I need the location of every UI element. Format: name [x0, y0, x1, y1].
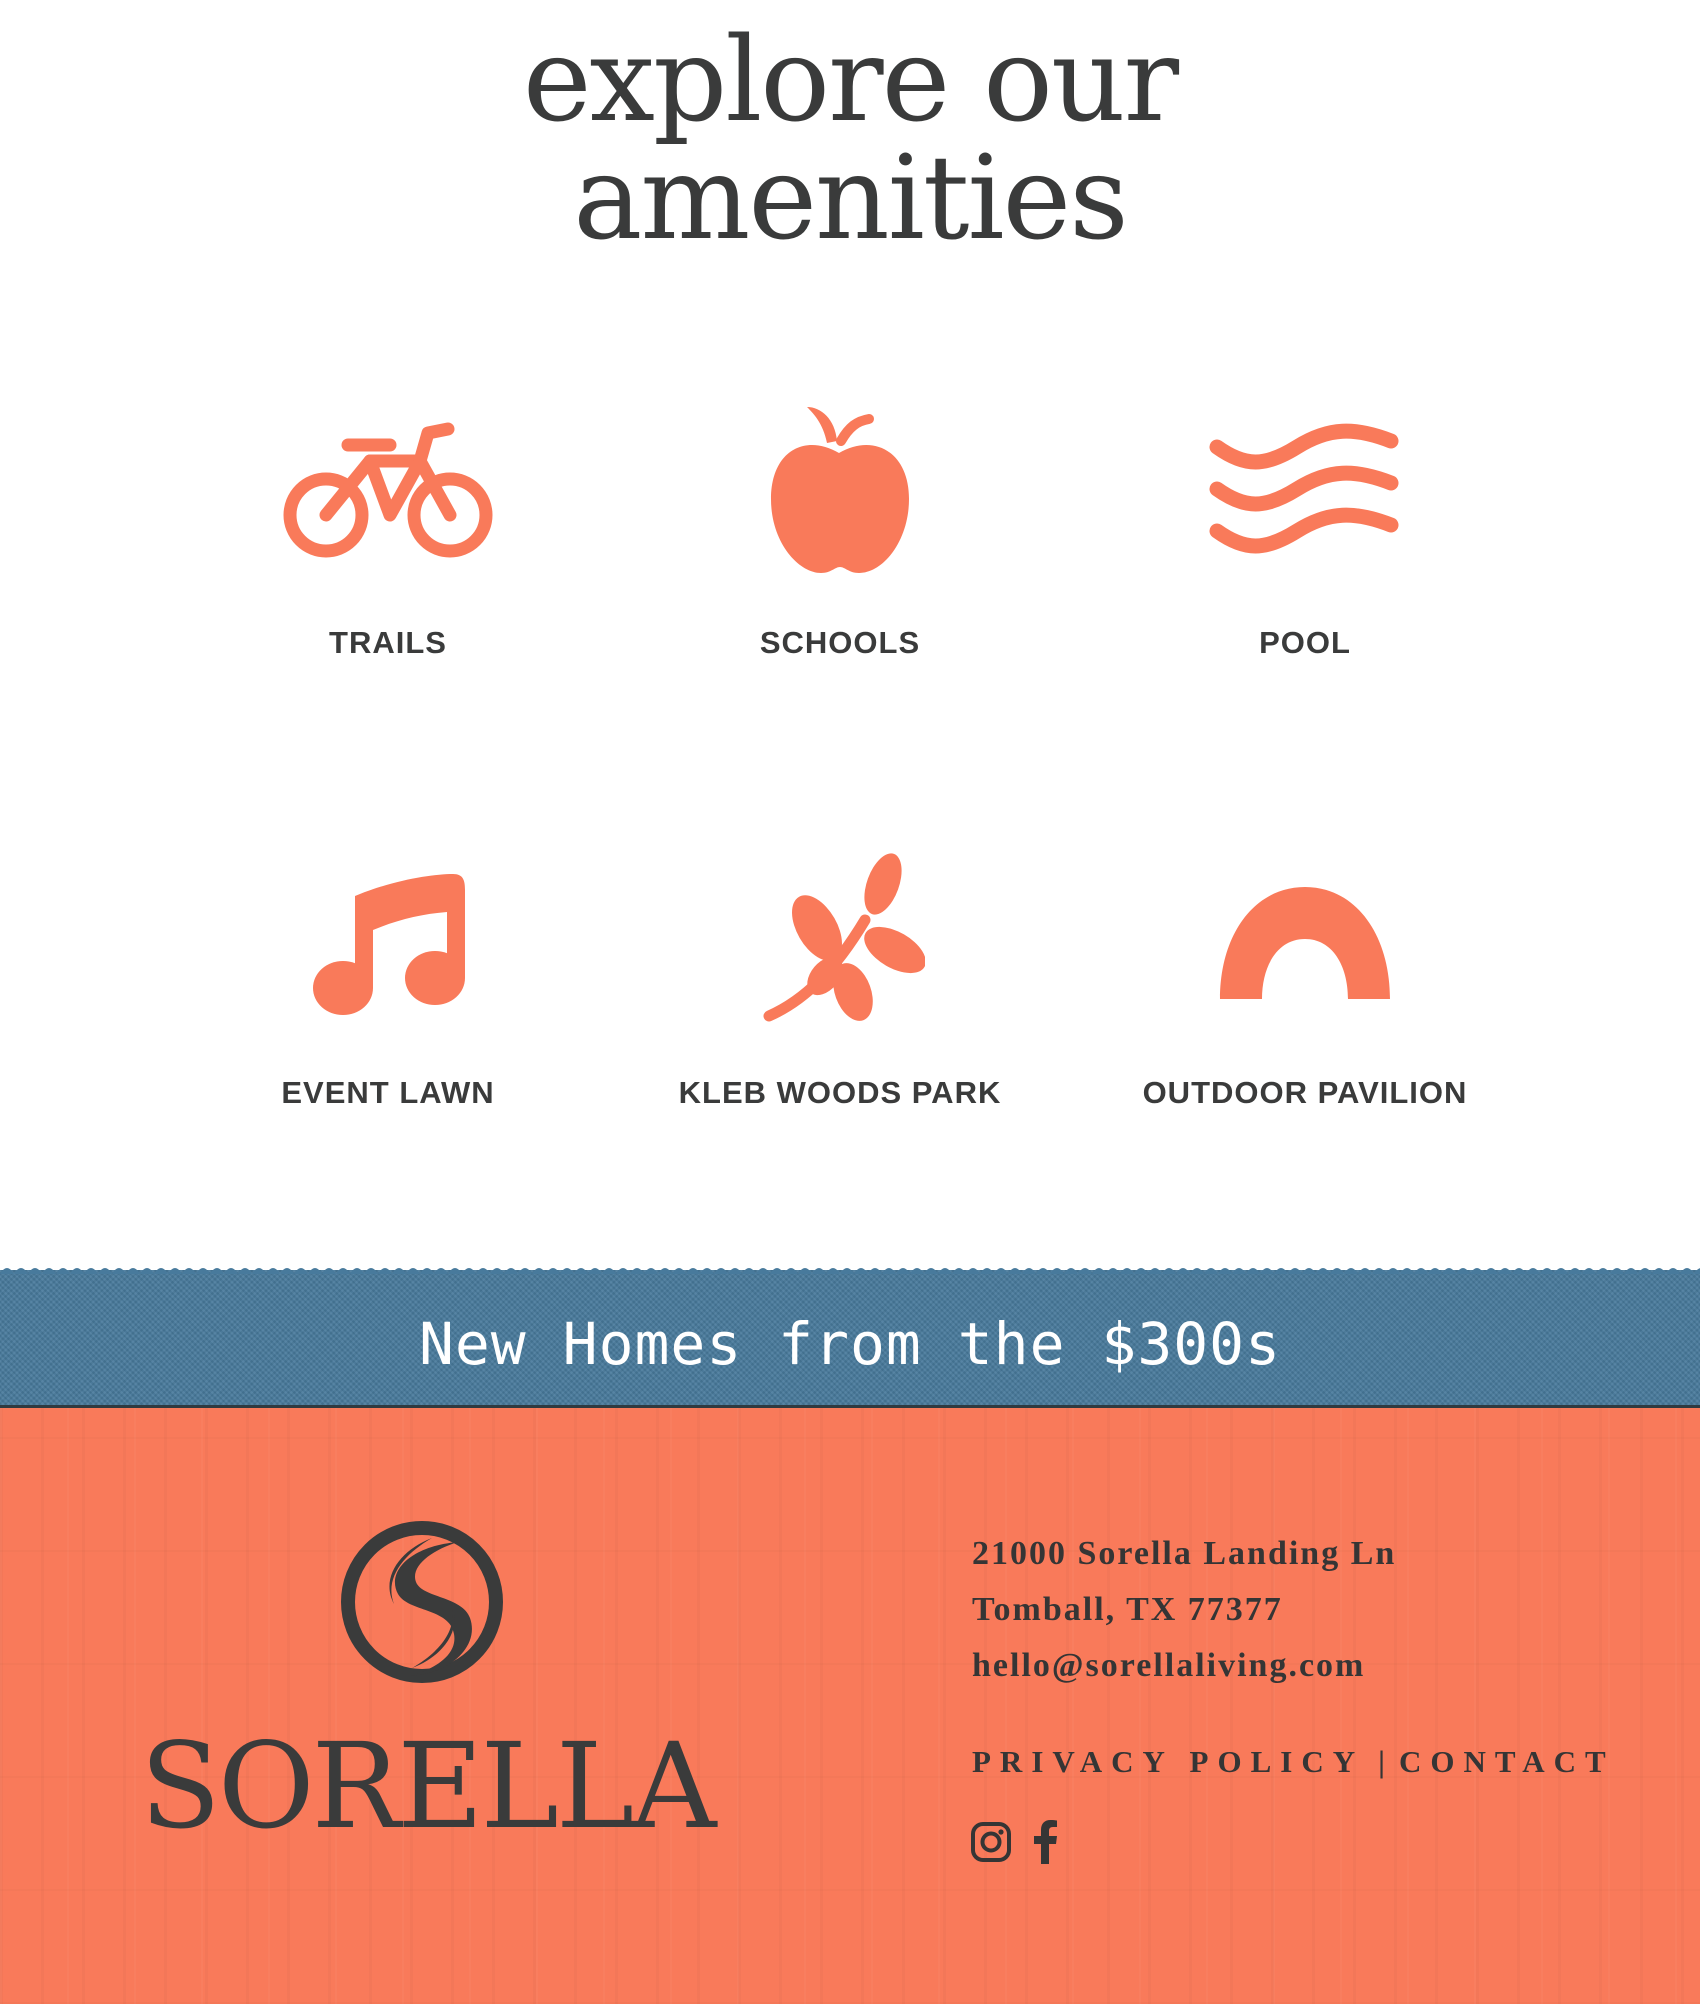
- amenity-pool: [1095, 385, 1515, 715]
- amenity-outdoor-pavilion: [1095, 835, 1515, 1165]
- social-links: [970, 1820, 1058, 1869]
- sorella-logo-icon[interactable]: [340, 1520, 504, 1689]
- amenity-label: OUTDOOR PAVILION: [1142, 1075, 1468, 1110]
- promo-text: New Homes from the $300s: [418, 1310, 1282, 1378]
- amenity-trails: [178, 385, 598, 715]
- amenity-label: TRAILS: [329, 625, 447, 660]
- wave-edge: [0, 1262, 1700, 1274]
- address-line1: 21000 Sorella Landing Ln: [972, 1535, 1397, 1572]
- amenity-event-lawn: [178, 835, 598, 1165]
- instagram-icon[interactable]: [970, 1821, 1012, 1868]
- amenity-label: SCHOOLS: [759, 625, 921, 660]
- link-separator: |: [1378, 1744, 1385, 1779]
- leaf-branch-icon: [630, 835, 1050, 1045]
- amenity-label: KLEB WOODS PARK: [678, 1075, 1002, 1110]
- amenity-kleb-woods-park: [630, 835, 1050, 1165]
- amenity-label: POOL: [1259, 625, 1351, 660]
- contact-link[interactable]: CONTACT: [1398, 1744, 1615, 1779]
- bicycle-icon: [178, 385, 598, 595]
- page-title-line1: explore our: [522, 13, 1178, 148]
- apple-icon: [630, 385, 1050, 595]
- promo-band: [0, 1270, 1700, 1408]
- brand-wordmark: SORELLA: [140, 1717, 714, 1855]
- contact-info: [972, 1526, 1396, 1694]
- footer: [0, 1408, 1700, 2004]
- waves-icon: [1095, 385, 1515, 595]
- email-link[interactable]: hello@sorellaliving.com: [972, 1647, 1366, 1684]
- amenity-schools: [630, 385, 1050, 715]
- page-title: [0, 13, 1700, 266]
- page-title-line2: amenities: [573, 131, 1127, 266]
- amenity-label: EVENT LAWN: [281, 1075, 495, 1110]
- music-note-icon: [178, 835, 598, 1045]
- address-line2: Tomball, TX 77377: [972, 1591, 1283, 1628]
- footer-links: [972, 1744, 1615, 1780]
- arch-icon: [1095, 835, 1515, 1045]
- facebook-icon[interactable]: [1032, 1820, 1058, 1869]
- privacy-policy-link[interactable]: PRIVACY POLICY: [972, 1744, 1365, 1779]
